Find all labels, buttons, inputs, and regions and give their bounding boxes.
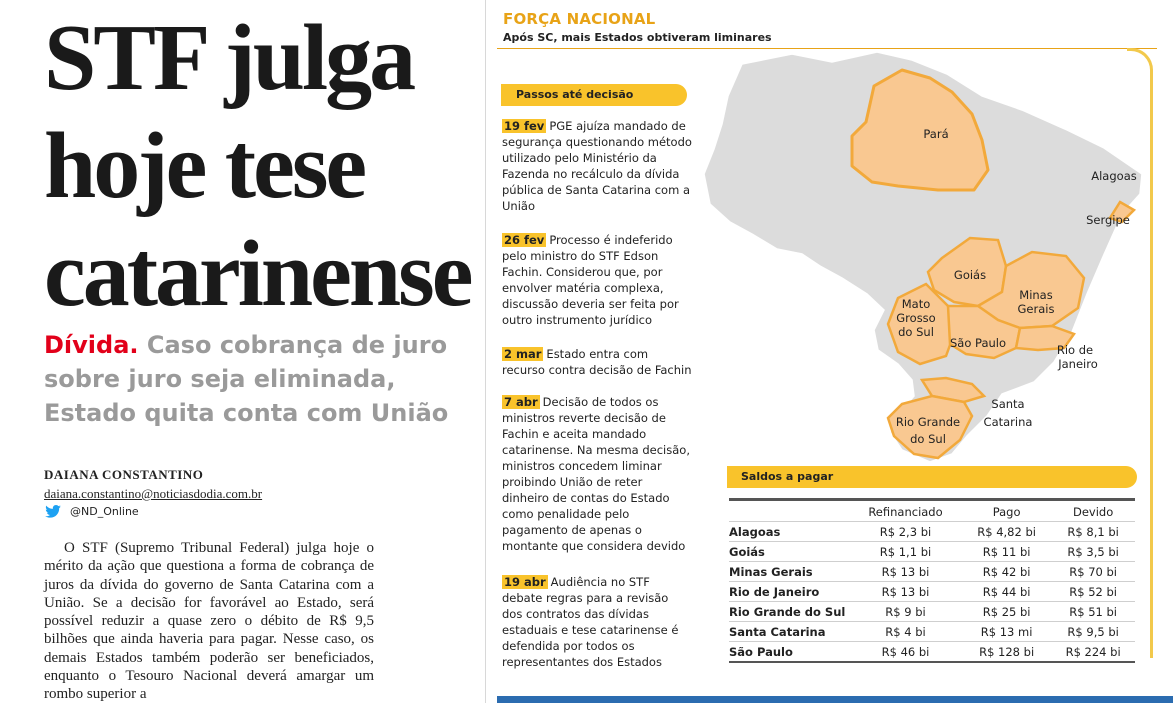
article-body: O STF (Supremo Tribunal Federal) julga hoje o mérito da ação que questiona a forma de cobrança de juros da dívida do governo de Santa Catarina com a União. Se a decisão for favorável ao Estado, será possível reduzir a quase zero o débito de R$ 9,5 bilhões que ainda haveria para pagar. Nesse caso, os demais Estados também poderão ser beneficiados, enquanto o Tesouro Nacional deverá amargar um rombo superior a xyxy=(44,540,374,703)
cell-state: Santa Catarina xyxy=(729,622,849,642)
steps-header-text: Passos até decisão xyxy=(516,88,634,101)
cell-refinanced: R$ 4 bi xyxy=(849,622,962,642)
cell-state: Rio de Janeiro xyxy=(729,582,849,602)
infographic xyxy=(497,0,1173,703)
timeline-step xyxy=(502,574,692,670)
table-row xyxy=(729,562,1135,582)
cell-due: R$ 3,5 bi xyxy=(1051,542,1135,562)
cell-paid: R$ 4,82 bi xyxy=(962,522,1051,542)
table-row xyxy=(729,602,1135,622)
map-label-sao-paulo: São Paulo xyxy=(949,336,1007,350)
subhead-text: Caso cobrança de juro sobre juro seja eliminada, Estado quita conta com União xyxy=(44,331,449,427)
graphic-title: FORÇA NACIONAL xyxy=(503,10,656,28)
map-label-do-sul: do Sul xyxy=(898,325,934,339)
kicker: Dívida. xyxy=(44,331,139,359)
column-header-paid: Pago xyxy=(962,500,1051,522)
cell-refinanced: R$ 46 bi xyxy=(849,642,962,663)
cell-state: Goiás xyxy=(729,542,849,562)
column-header-due: Devido xyxy=(1051,500,1135,522)
cell-refinanced: R$ 9 bi xyxy=(849,602,962,622)
cell-state: Minas Gerais xyxy=(729,562,849,582)
balances-header xyxy=(727,466,1137,488)
timeline-step xyxy=(502,118,692,214)
step-date: 19 abr xyxy=(504,575,546,589)
balances-table xyxy=(729,498,1135,663)
table-row xyxy=(729,642,1135,663)
step-text: Processo é indeferido pelo ministro do STF Edson Fachin. Considerou que, por envolver matéria complexa, discussão deveria ser feita por outro instrumento jurídico xyxy=(502,233,679,327)
cell-due: R$ 51 bi xyxy=(1051,602,1135,622)
headline: STF julga hoje tese catarinense xyxy=(44,6,471,326)
step-text: Estado entra com recurso contra decisão de Fachin xyxy=(502,347,692,377)
map-label-goias: Goiás xyxy=(953,268,987,282)
bottom-blue-bar xyxy=(497,696,1173,703)
step-date: 26 fev xyxy=(504,233,545,247)
cell-due: R$ 52 bi xyxy=(1051,582,1135,602)
cell-paid: R$ 13 mi xyxy=(962,622,1051,642)
map-label-mato: Mato xyxy=(901,297,931,311)
cell-state: São Paulo xyxy=(729,642,849,663)
balances-header-text: Saldos a pagar xyxy=(741,470,834,483)
map-label-janeiro: Janeiro xyxy=(1058,357,1098,371)
cell-paid: R$ 11 bi xyxy=(962,542,1051,562)
column-header-refinanced: Refinanciado xyxy=(849,500,962,522)
cell-paid: R$ 42 bi xyxy=(962,562,1051,582)
cell-refinanced: R$ 13 bi xyxy=(849,582,962,602)
step-text: Decisão de todos os ministros reverte decisão de Fachin e aceita mandado catarinense. Na mesma decisão, ministros concedem liminar proibindo União de reter dinheiro de contas do Estado como penalidade pelo pagamento de apenas o montante que considera devido xyxy=(502,395,690,553)
map-label-do-sul-rs: do Sul xyxy=(910,432,946,446)
steps-header xyxy=(501,84,687,106)
table-header-row xyxy=(729,500,1135,522)
map-label-para: Pará xyxy=(923,127,949,141)
column-header-state xyxy=(729,500,849,522)
map-label-grosso: Grosso xyxy=(896,311,936,325)
map-label-catarina: Catarina xyxy=(983,415,1033,429)
step-date: 19 fev xyxy=(504,119,545,133)
cell-due: R$ 8,1 bi xyxy=(1051,522,1135,542)
cell-paid: R$ 128 bi xyxy=(962,642,1051,663)
map-label-rio-de: Rio de xyxy=(1056,343,1094,357)
step-text: PGE ajuíza mandado de segurança questionando método utilizado pelo Ministério da Fazenda no recálculo da dívida pública de Santa Catarina com a União xyxy=(502,119,692,213)
subheadline xyxy=(44,328,484,430)
graphic-subtitle: Após SC, mais Estados obtiveram liminares xyxy=(503,31,772,44)
map-label-alagoas: Alagoas xyxy=(1091,169,1137,183)
twitter-bird-icon xyxy=(44,505,62,518)
byline-author: DAIANA CONSTANTINO xyxy=(44,467,204,482)
table-row xyxy=(729,542,1135,562)
table-row xyxy=(729,582,1135,602)
article-column xyxy=(0,0,485,703)
table-row xyxy=(729,622,1135,642)
step-date: 2 mar xyxy=(504,347,542,361)
map-label-rio-grande: Rio Grande xyxy=(895,415,961,429)
step-text: Audiência no STF debate regras para a revisão dos contratos das dívidas estaduais e tese catarinense é defendida por todos os representantes dos Estados xyxy=(502,575,679,669)
twitter-handle-text: @ND_Online xyxy=(70,505,139,518)
cell-refinanced: R$ 2,3 bi xyxy=(849,522,962,542)
table-row xyxy=(729,522,1135,542)
cell-paid: R$ 25 bi xyxy=(962,602,1051,622)
map-label-gerais: Gerais xyxy=(1017,302,1055,316)
map-label-minas: Minas xyxy=(1019,288,1053,302)
brazil-map xyxy=(702,44,1147,464)
cell-due: R$ 224 bi xyxy=(1051,642,1135,663)
map-label-sergipe: Sergipe xyxy=(1086,213,1130,227)
twitter-handle[interactable] xyxy=(44,505,139,518)
cell-refinanced: R$ 1,1 bi xyxy=(849,542,962,562)
cell-due: R$ 9,5 bi xyxy=(1051,622,1135,642)
timeline-step xyxy=(502,346,692,378)
map-label-santa: Santa xyxy=(991,397,1025,411)
cell-refinanced: R$ 13 bi xyxy=(849,562,962,582)
author-email-link[interactable]: daiana.constantino@noticiasdodia.com.br xyxy=(44,486,263,501)
cell-due: R$ 70 bi xyxy=(1051,562,1135,582)
column-divider xyxy=(485,0,486,703)
cell-state: Alagoas xyxy=(729,522,849,542)
cell-state: Rio Grande do Sul xyxy=(729,602,849,622)
step-date: 7 abr xyxy=(504,395,538,409)
timeline-step xyxy=(502,394,692,554)
timeline-step xyxy=(502,232,692,328)
cell-paid: R$ 44 bi xyxy=(962,582,1051,602)
